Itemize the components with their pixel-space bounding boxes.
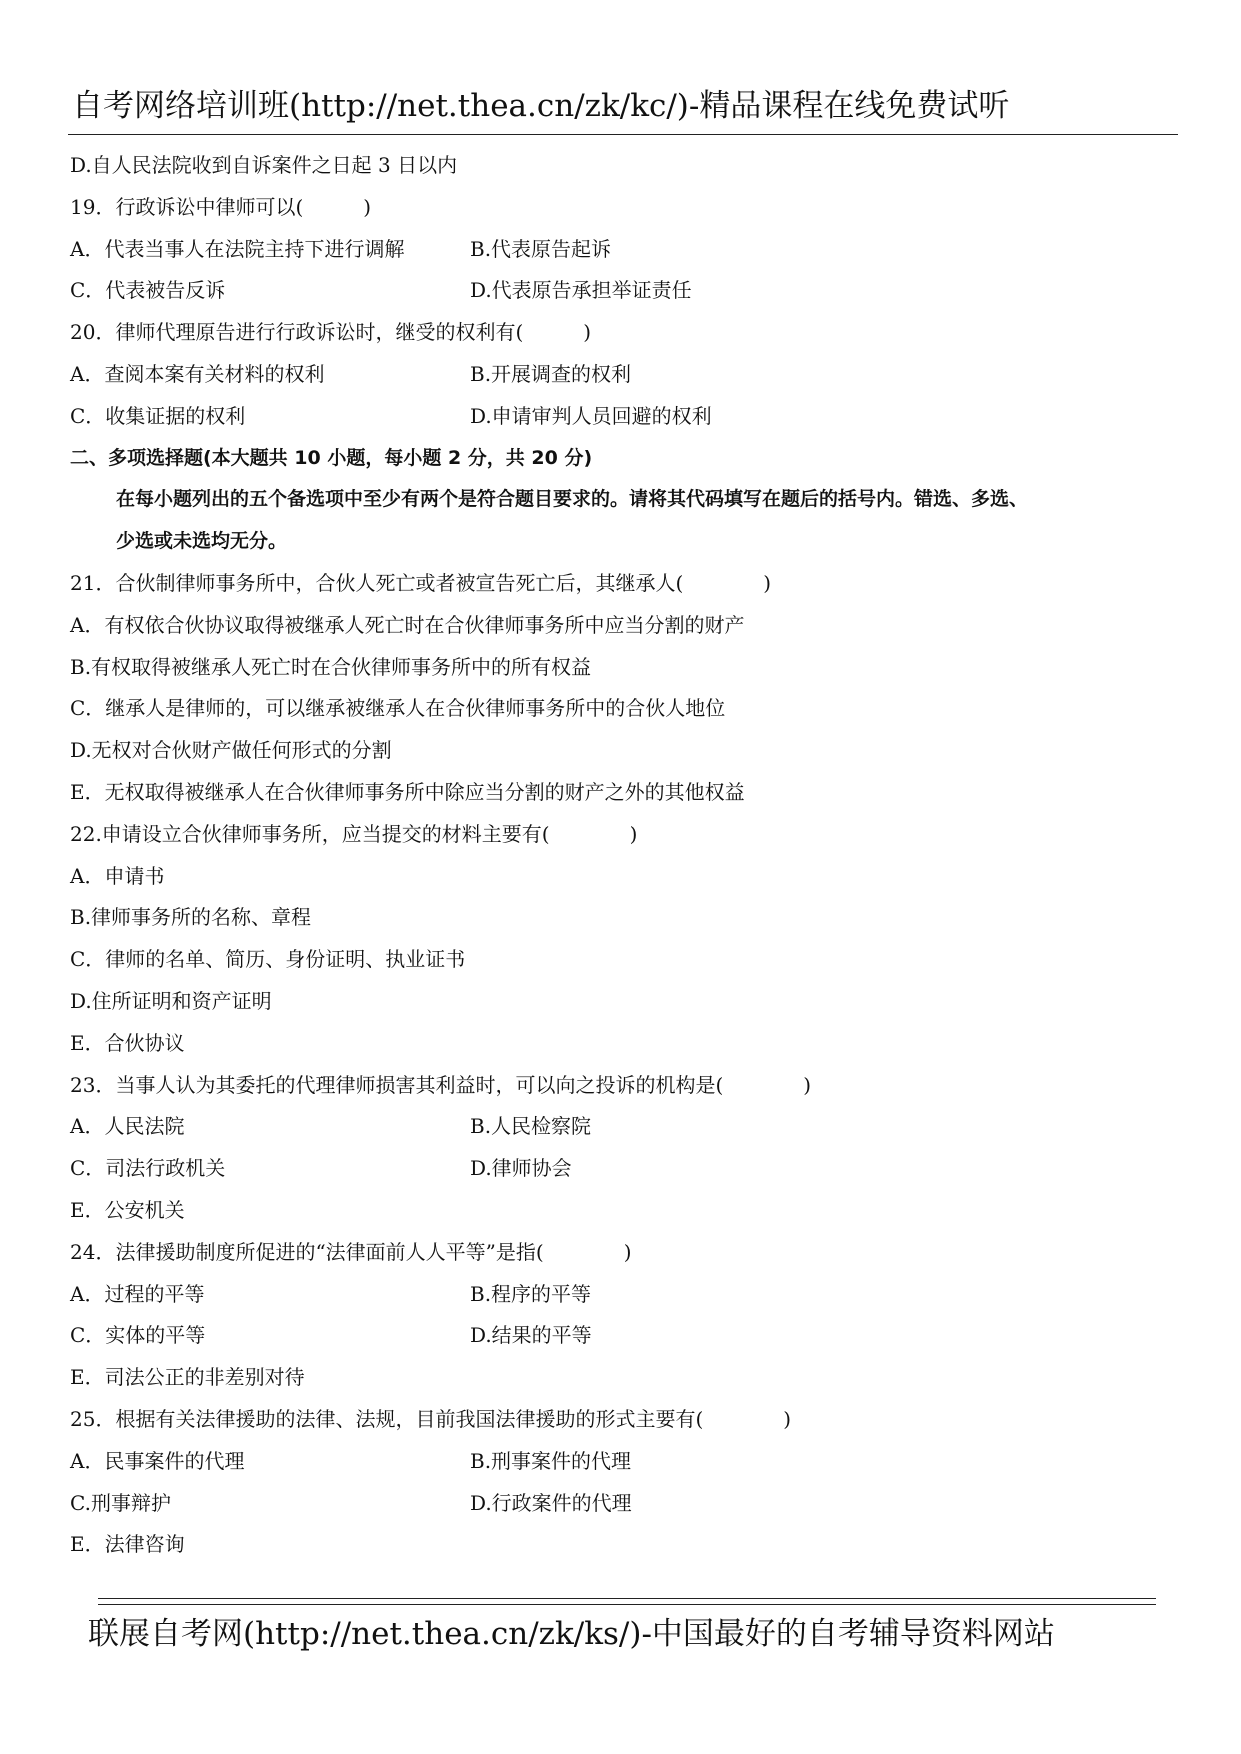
- text-line: [70, 1527, 1180, 1569]
- option-right: B.人民检察院: [470, 1114, 592, 1139]
- line-text: 二、多项选择题(本大题共 10 小题，每小题 2 分，共 20 分): [70, 446, 593, 469]
- text-line: [70, 399, 1180, 441]
- text-line: [70, 984, 1180, 1026]
- text-line: [70, 1109, 1180, 1151]
- text-line: [70, 1486, 1180, 1528]
- line-text: A．代表当事人在法院主持下进行调解: [70, 236, 405, 261]
- line-text: A．申请书: [70, 863, 165, 888]
- line-text: E．司法公正的非差别对待: [70, 1365, 305, 1390]
- text-line: [70, 733, 1180, 775]
- line-text: E．法律咨询: [70, 1532, 185, 1557]
- line-text: B.律师事务所的名称、章程: [70, 905, 312, 930]
- line-text: A．过程的平等: [70, 1281, 205, 1306]
- text-line: [70, 1277, 1180, 1319]
- text-line: [70, 1193, 1180, 1235]
- text-line: [70, 524, 1180, 566]
- text-line: [70, 315, 1180, 357]
- line-text: C．代表被告反诉: [70, 278, 226, 303]
- line-text: C．收集证据的权利: [70, 403, 246, 428]
- text-line: [70, 1402, 1180, 1444]
- text-line: [70, 1318, 1180, 1360]
- text-line: [70, 775, 1180, 817]
- text-line: [70, 859, 1180, 901]
- text-line: [70, 1068, 1180, 1110]
- text-line: [70, 148, 1180, 190]
- text-line: [70, 273, 1180, 315]
- option-right: D.代表原告承担举证责任: [470, 278, 692, 303]
- line-text: 21．合伙制律师事务所中，合伙人死亡或者被宣告死亡后，其继承人( ): [70, 570, 772, 595]
- page-footer: 联展自考网(http://net.thea.cn/zk/ks/)-中国最好的自考辅导资料网站: [88, 1616, 1055, 1652]
- line-text: D.自人民法院收到自诉案件之日起 3 日以内: [70, 153, 458, 177]
- text-line: [70, 817, 1180, 859]
- line-text: A．查阅本案有关材料的权利: [70, 361, 325, 386]
- header-divider: [68, 134, 1178, 135]
- text-line: [70, 900, 1180, 942]
- text-line: [70, 1360, 1180, 1402]
- line-text: C．司法行政机关: [70, 1156, 226, 1181]
- line-text: E．公安机关: [70, 1197, 185, 1222]
- text-line: [70, 1151, 1180, 1193]
- line-text: E．合伙协议: [70, 1030, 185, 1055]
- line-text: 20．律师代理原告进行行政诉讼时，继受的权利有( ): [70, 320, 592, 345]
- text-line: [70, 1026, 1180, 1068]
- line-text: 23．当事人认为其委托的代理律师损害其利益时，可以向之投诉的机构是( ): [70, 1072, 812, 1097]
- option-right: D.行政案件的代理: [470, 1490, 632, 1515]
- option-right: B.开展调查的权利: [470, 361, 632, 386]
- text-line: [70, 441, 1180, 483]
- text-line: [70, 482, 1180, 524]
- question-list: [70, 148, 1180, 1569]
- line-text: D.无权对合伙财产做任何形式的分割: [70, 738, 392, 763]
- line-text: D.住所证明和资产证明: [70, 988, 272, 1013]
- option-right: D.申请审判人员回避的权利: [470, 403, 712, 428]
- footer-divider: [98, 1598, 1156, 1605]
- option-right: B.程序的平等: [470, 1281, 592, 1306]
- option-right: B.代表原告起诉: [470, 236, 612, 261]
- line-text: A．民事案件的代理: [70, 1448, 245, 1473]
- text-line: [70, 650, 1180, 692]
- line-text: B.有权取得被继承人死亡时在合伙律师事务所中的所有权益: [70, 654, 592, 679]
- line-text: 24．法律援助制度所促进的“法律面前人人平等”是指( ): [70, 1239, 632, 1264]
- option-right: D.律师协会: [470, 1156, 572, 1181]
- text-line: [70, 232, 1180, 274]
- option-right: B.刑事案件的代理: [470, 1448, 632, 1473]
- text-line: [70, 357, 1180, 399]
- page-header: 自考网络培训班(http://net.thea.cn/zk/kc/)-精品课程在线免费试听: [72, 88, 1010, 124]
- option-right: D.结果的平等: [470, 1323, 592, 1348]
- line-text: 22.申请设立合伙律师事务所，应当提交的材料主要有( ): [70, 821, 638, 846]
- line-text: 少选或未选均无分。: [116, 530, 288, 553]
- text-line: [70, 566, 1180, 608]
- line-text: C.刑事辩护: [70, 1490, 171, 1515]
- line-text: C．律师的名单、简历、身份证明、执业证书: [70, 947, 466, 972]
- line-text: A．人民法院: [70, 1114, 185, 1139]
- line-text: E．无权取得被继承人在合伙律师事务所中除应当分割的财产之外的其他权益: [70, 779, 745, 804]
- text-line: [70, 608, 1180, 650]
- text-line: [70, 691, 1180, 733]
- line-text: C．继承人是律师的，可以继承被继承人在合伙律师事务所中的合伙人地位: [70, 696, 726, 721]
- line-text: 19．行政诉讼中律师可以( ): [70, 194, 372, 219]
- line-text: 在每小题列出的五个备选项中至少有两个是符合题目要求的。请将其代码填写在题后的括号内。错选、多选、: [116, 488, 1029, 511]
- text-line: [70, 1235, 1180, 1277]
- text-line: [70, 190, 1180, 232]
- line-text: 25．根据有关法律援助的法律、法规，目前我国法律援助的形式主要有( ): [70, 1406, 792, 1431]
- text-line: [70, 942, 1180, 984]
- text-line: [70, 1444, 1180, 1486]
- line-text: A．有权依合伙协议取得被继承人死亡时在合伙律师事务所中应当分割的财产: [70, 612, 745, 637]
- line-text: C．实体的平等: [70, 1323, 206, 1348]
